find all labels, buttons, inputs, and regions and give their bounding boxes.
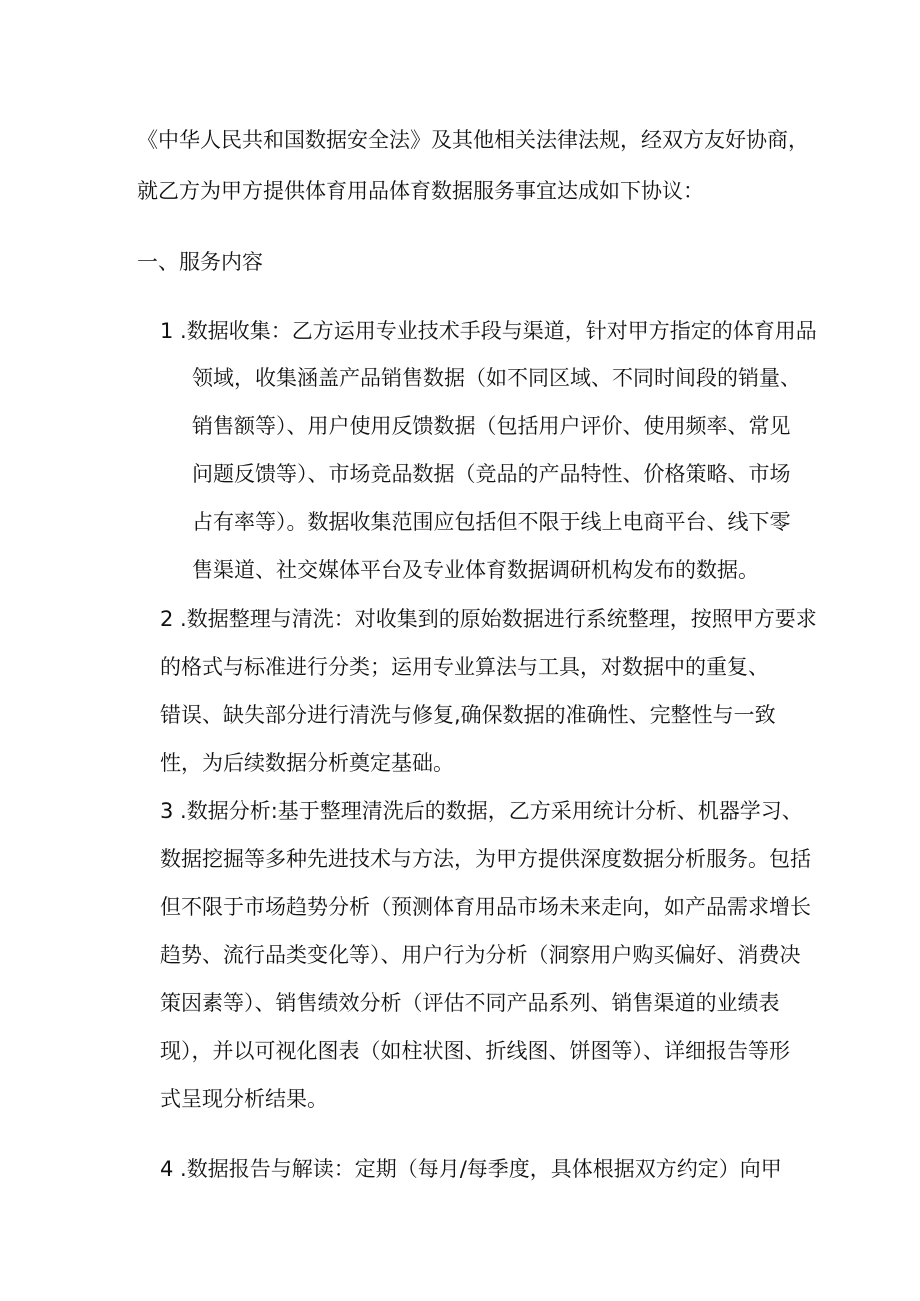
intro-line-1: 《中华人民共和国数据安全法》及其他相关法律法规，经双方友好协商，: [137, 128, 809, 152]
item-3-line-1: 3 .数据分析:基于整理清洗后的数据，乙方采用统计分析、机器学习、: [160, 799, 803, 823]
intro-line-2: 就乙方为甲方提供体育用品体育数据服务事宜达成如下协议：: [137, 179, 704, 203]
item-1-line-5: 占有率等）。数据收集范围应包括但不限于线上电商平台、线下零: [192, 510, 791, 534]
item-1-line-3: 销售额等）、用户使用反馈数据（包括用户评价、使用频率、常见: [192, 414, 791, 438]
item-3-line-5: 策因素等）、销售绩效分析（评估不同产品系列、销售渠道的业绩表: [160, 991, 780, 1015]
item-2-line-4: 性，为后续数据分析奠定基础。: [160, 751, 454, 775]
item-2-line-1: 2 .数据整理与清洗：对收集到的原始数据进行系统整理，按照甲方要求: [160, 607, 817, 631]
item-3-line-3: 但不限于市场趋势分析（预测体育用品市场未来走向，如产品需求增长: [160, 895, 811, 919]
item-3-line-2: 数据挖掘等多种先进技术与方法，为甲方提供深度数据分析服务。包括: [160, 847, 811, 871]
item-3-line-6: 现），并以可视化图表（如柱状图、折线图、饼图等）、详细报告等形: [160, 1039, 790, 1063]
item-2-line-2: 的格式与标准进行分类；运用专业算法与工具，对数据中的重复、: [160, 655, 769, 679]
section-heading: 一、服务内容: [137, 250, 263, 274]
item-1-line-6: 售渠道、社交媒体平台及专业体育数据调研机构发布的数据。: [192, 558, 759, 582]
item-2-line-3: 错误、缺失部分进行清洗与修复,确保数据的准确性、完整性与一致: [160, 703, 776, 727]
item-1-line-4: 问题反馈等）、市场竞品数据（竞品的产品特性、价格策略、市场: [192, 462, 791, 486]
item-1-line-2: 领域，收集涵盖产品销售数据（如不同区域、不同时间段的销量、: [192, 366, 801, 390]
item-4-line-1: 4 .数据报告与解读：定期（每月/每季度，具体根据双方约定）向甲: [160, 1157, 782, 1181]
item-1-line-1: 1 .数据收集：乙方运用专业技术手段与渠道，针对甲方指定的体育用品: [160, 319, 817, 343]
item-3-line-4: 趋势、流行品类变化等）、用户行为分析（洞察用户购买偏好、消费决: [160, 943, 801, 967]
item-3-line-7: 式呈现分析结果。: [160, 1087, 328, 1111]
